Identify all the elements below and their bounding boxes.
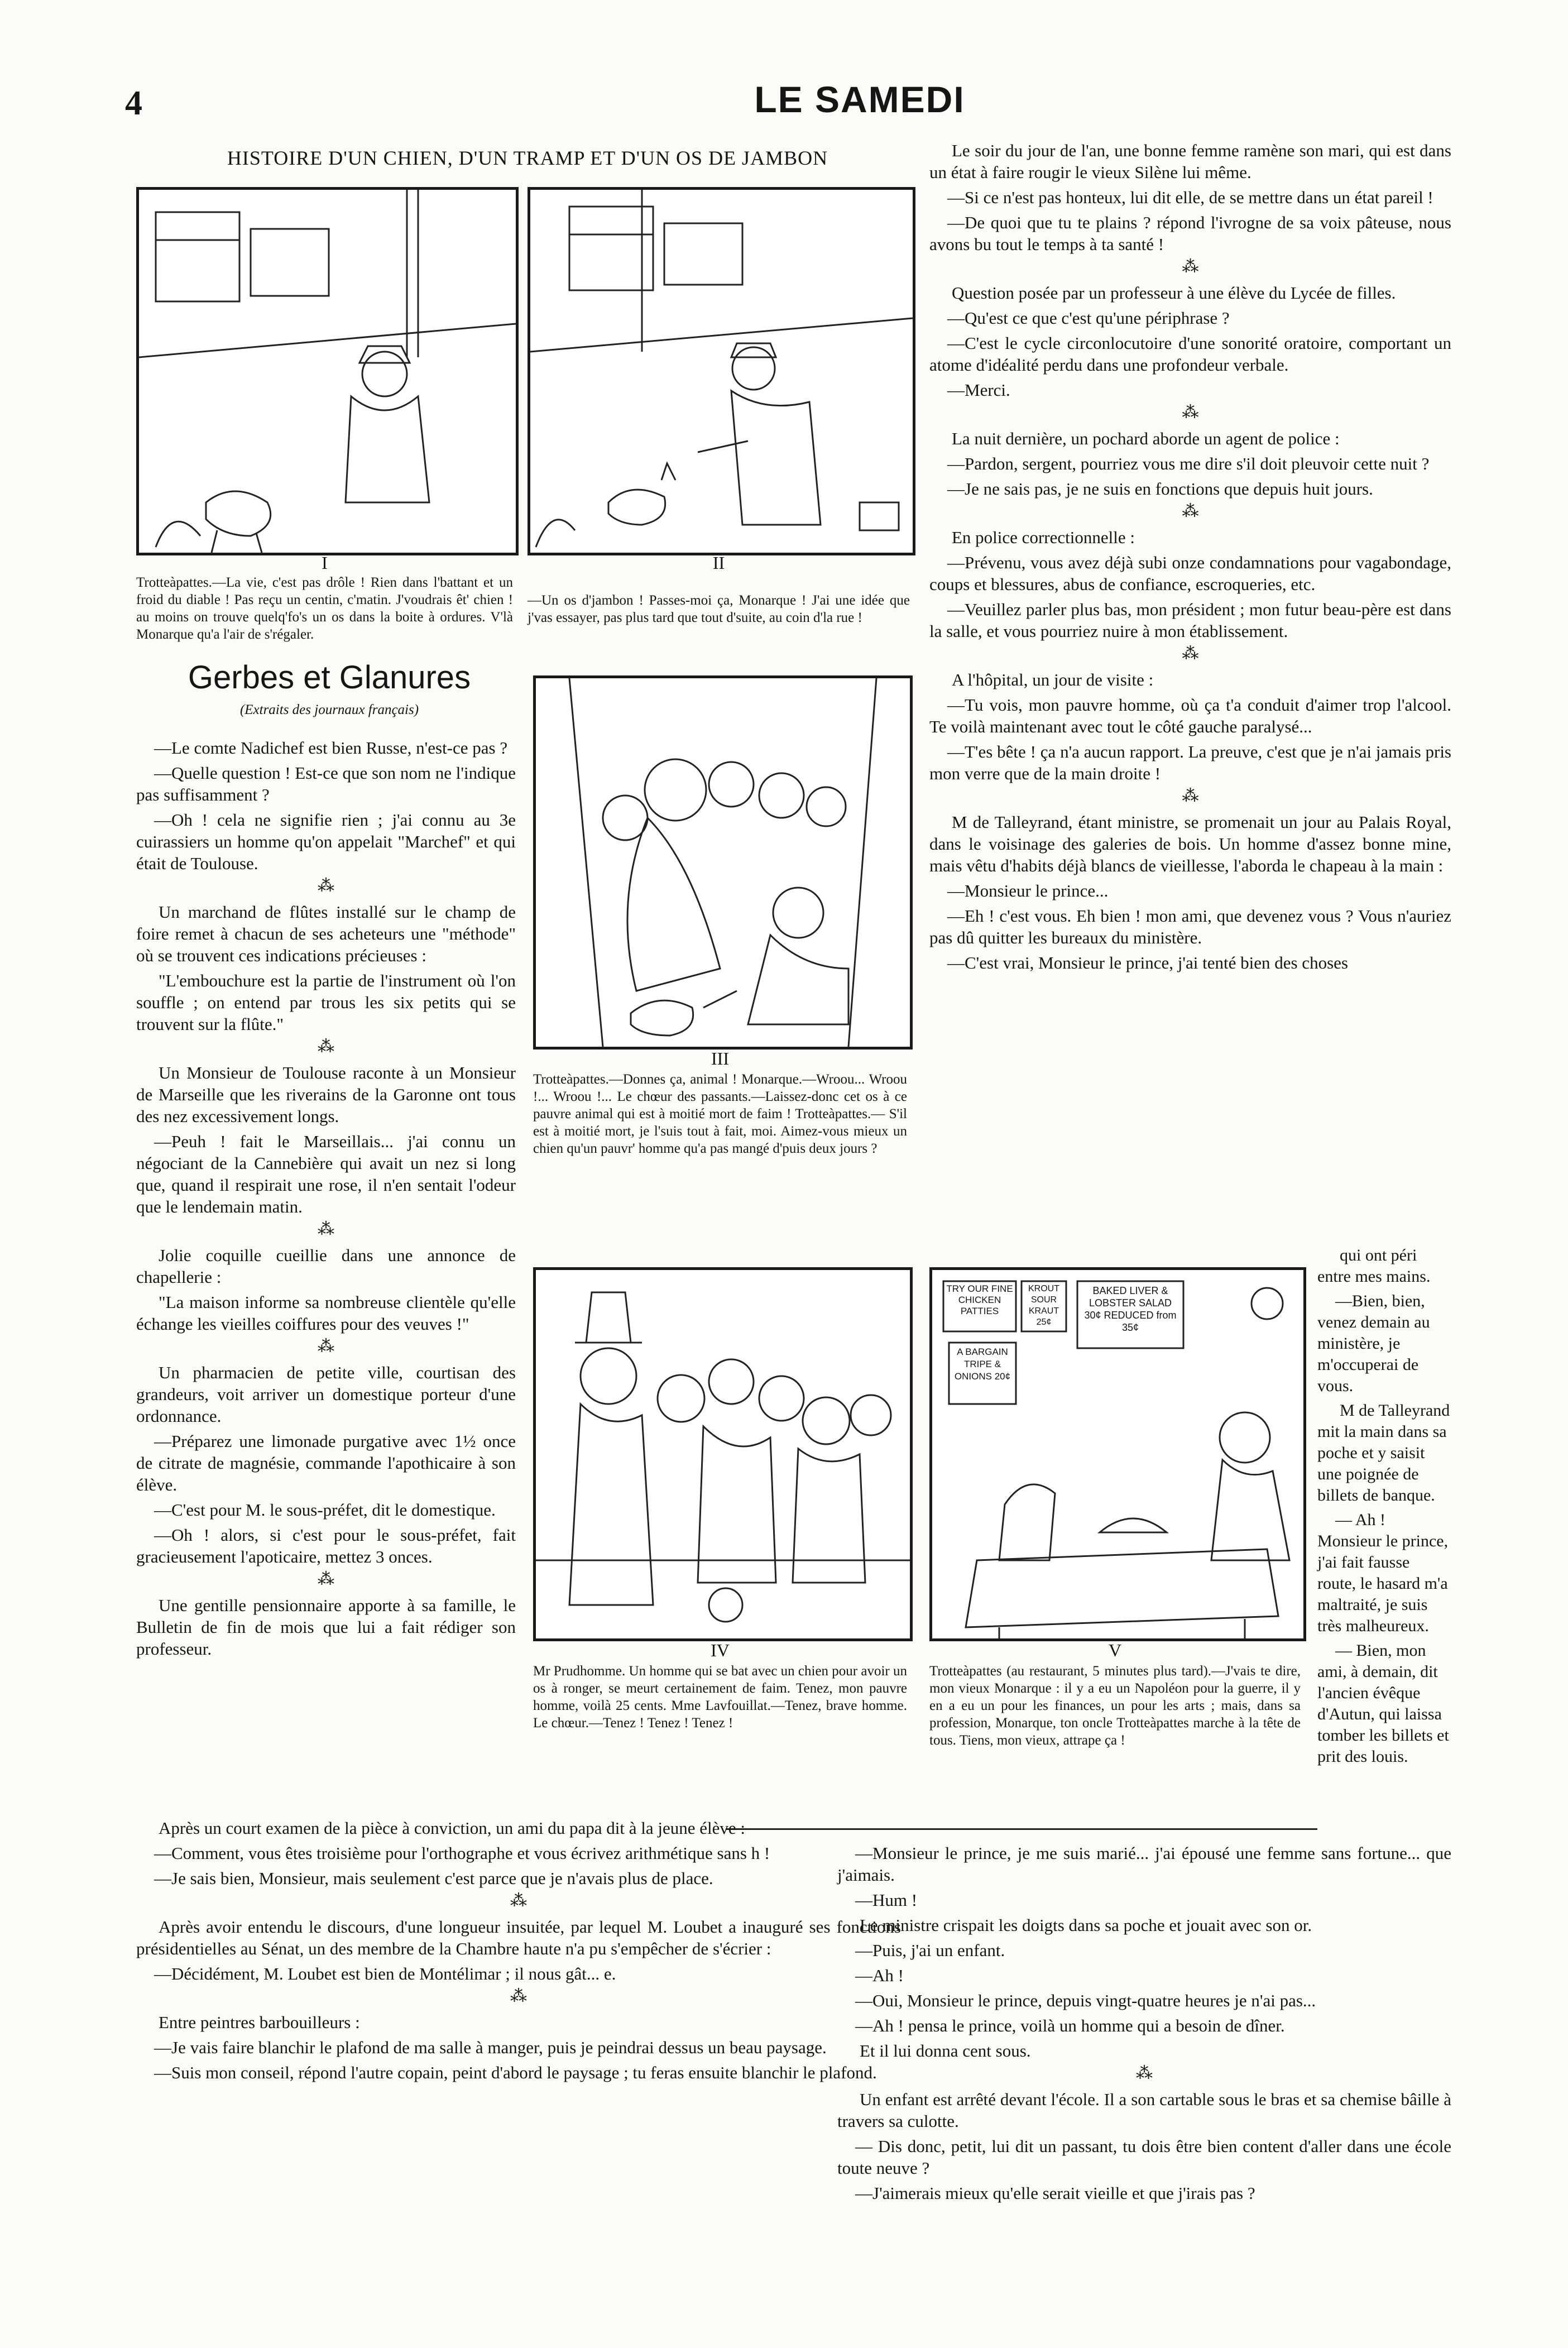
paragraph: — Bien, mon ami, à demain, dit l'ancien évêque d'Autun, qui laissa tomber les billets et prit des louis.: [1317, 1641, 1449, 1766]
paragraph: Question posée par un professeur à une élève du Lycée de filles.: [952, 283, 1396, 303]
paragraph: —Hum !: [855, 1890, 918, 1910]
paragraph: —Comment, vous êtes troisième pour l'orthographe et vous écrivez arithmétique sans h !: [154, 1843, 770, 1863]
paragraph: —Oui, Monsieur le prince, depuis vingt-quatre heures je n'ai pas...: [855, 1991, 1316, 2010]
paragraph: A l'hôpital, un jour de visite :: [952, 670, 1154, 689]
paragraph: M de Talleyrand mit la main dans sa poche et y saisit une poignée de billets de banque.: [1317, 1401, 1450, 1504]
section-separator: ⁂: [1182, 403, 1199, 421]
paragraph: —C'est vrai, Monsieur le prince, j'ai tenté bien des choses: [947, 953, 1348, 972]
paragraph: —Oh ! cela ne signifie rien ; j'ai connu au 3e cuirassiers un homme qu'on appelait "Marchef" et qui était de Toulouse.: [136, 810, 516, 873]
paragraph: —Je ne sais pas, je ne suis en fonctions que depuis huit jours.: [947, 479, 1373, 499]
paragraph: Après un court examen de la pièce à conviction, un ami du papa dit à la jeune élève :: [159, 1818, 746, 1838]
section-separator: ⁂: [1182, 502, 1199, 520]
paragraph: —Pardon, sergent, pourriez vous me dire s'il doit pleuvoir cette nuit ?: [947, 454, 1430, 473]
paragraph: —Oh ! alors, si c'est pour le sous-préfet, fait gracieusement l'apoticaire, mettez 3 onces.: [136, 1525, 516, 1566]
panel-1-illustration: [139, 190, 516, 553]
comic-panel-3: [533, 675, 913, 1050]
paragraph: —Je sais bien, Monsieur, mais seulement c'est parce que je n'avais plus de place.: [154, 1868, 713, 1888]
section-separator: ⁂: [318, 1220, 334, 1238]
strip-title: HISTOIRE D'UN CHIEN, D'UN TRAMP ET D'UN OS DE JAMBON: [227, 147, 828, 169]
paragraph: — Dis donc, petit, lui dit un passant, tu dois être bien content d'aller dans une école toute neuve ?: [837, 2136, 1451, 2178]
paragraph: Après avoir entendu le discours, d'une longueur insuitée, par lequel M. Loubet a inauguré ses fonctions présidentielles au Sénat, un des membre de la Chambre haute n'a pu s'empêcher de s'écrier :: [136, 1917, 901, 1958]
paragraph: —Monsieur le prince, je me suis marié... j'ai épousé une femme sans fortune... que j'aimais.: [837, 1843, 1451, 1885]
masthead-title: LE SAMEDI: [754, 79, 965, 120]
paragraph: En police correctionnelle :: [952, 528, 1135, 547]
sign-chicken-patties: TRY OUR FINE CHICKEN PATTIES: [946, 1283, 1013, 1316]
page-number: 4: [125, 84, 142, 122]
paragraph: —Tu vois, mon pauvre homme, où ça t'a conduit d'aimer trop l'alcool. Te voilà maintenant avec tout le côté gauche paralysé...: [929, 695, 1451, 736]
section-separator: ⁂: [318, 1570, 334, 1588]
panel-2-caption: —Un os d'jambon ! Passes-moi ça, Monarque ! J'ai une idée que j'vas essayer, pas plus tard que tout d'suite, au coin d'la rue !: [528, 593, 910, 625]
section-separator: ⁂: [510, 1891, 527, 1910]
paragraph: —Ah ! pensa le prince, voilà un homme qui a besoin de dîner.: [855, 2016, 1285, 2035]
paragraph: — Ah ! Monsieur le prince, j'ai fait fausse route, le hasard m'a maltraité, je suis très malheureux.: [1317, 1511, 1449, 1635]
section-subtitle: (Extraits des journaux français): [239, 702, 419, 717]
section-separator: ⁂: [1182, 644, 1199, 663]
left-column: [136, 737, 516, 1663]
paragraph: —Je vais faire blanchir le plafond de ma salle à manger, puis je peindrai dessus un beau paysage.: [154, 2038, 827, 2057]
paragraph: qui ont péri entre mes mains.: [1317, 1246, 1431, 1286]
section-separator: ⁂: [510, 1987, 527, 2005]
section-separator: ⁂: [318, 876, 334, 895]
paragraph: —C'est pour M. le sous-préfet, dit le domestique.: [154, 1500, 496, 1520]
comic-panel-4: [533, 1267, 913, 1641]
panel-4-number: IV: [711, 1640, 730, 1660]
panel-1-caption: Trotteàpattes.—La vie, c'est pas drôle ! Rien dans l'battant et un froid du diable ! Pas reçu un centin, c'matin. J'voudrais êt' chien ! au moins on trouve quelq'fo's un os dans la boite à ordures. V'là Monarque qu'a l'air de s'régaler.: [136, 575, 513, 642]
panel-3-number: III: [711, 1048, 729, 1068]
paragraph: Entre peintres barbouilleurs :: [159, 2012, 360, 2032]
panel-2-number: II: [712, 553, 725, 573]
panel-5-caption: Trotteàpattes (au restaurant, 5 minutes plus tard).—J'vais te dire, mon vieux Monarque : il y a eu un Napoléon pour la guerre, il y en a eu un pour les finances, un pour les arts ; mais, dans sa profession, Monarque, ton oncle Trotteàpattes marche à la tête de tous. Tiens, mon vieux, attrape ça !: [929, 1664, 1301, 1748]
panel-4-illustration: [536, 1270, 910, 1638]
paragraph: —Monsieur le prince...: [947, 881, 1109, 900]
sign-tripe-onions: A BARGAIN TRIPE & ONIONS 20¢: [954, 1346, 1011, 1382]
paragraph: "La maison informe sa nombreuse clientèle qu'elle échange les vieilles coiffures pour des veuves !": [136, 1292, 516, 1334]
section-separator: ⁂: [318, 1037, 334, 1056]
paragraph: —Décidément, M. Loubet est bien de Montélimar ; il nous gât... e.: [154, 1964, 616, 1983]
section-separator: ⁂: [1136, 2064, 1153, 2082]
paragraph: —Veuillez parler plus bas, mon président ; mon futur beau-père est dans la salle, et vous pourriez nuire à mon établissement.: [929, 600, 1451, 641]
narrow-column: [1317, 1245, 1451, 1771]
paragraph: —Si ce n'est pas honteux, lui dit elle, de se mettre dans un état pareil !: [947, 188, 1433, 207]
paragraph: Jolie coquille cueillie dans une annonce de chapellerie :: [136, 1245, 516, 1287]
paragraph: Une gentille pensionnaire apporte à sa famille, le Bulletin de fin de mois que lui a fait rédiger son professeur.: [136, 1595, 516, 1659]
paragraph: —Bien, bien, venez demain au ministère, je m'occuperai de vous.: [1317, 1292, 1430, 1395]
paragraph: Le soir du jour de l'an, une bonne femme ramène son mari, qui est dans un état à faire rougir le vieux Silène lui même.: [929, 141, 1451, 182]
paragraph: —Le comte Nadichef est bien Russe, n'est-ce pas ?: [154, 738, 508, 758]
paragraph: —T'es bête ! ça n'a aucun rapport. La preuve, c'est que je n'ai jamais pris mon verre que de la main droite !: [929, 742, 1451, 783]
comic-panel-1: [136, 187, 519, 555]
paragraph: —Qu'est ce que c'est qu'une périphrase ?: [947, 308, 1230, 328]
paragraph: —Eh ! c'est vous. Eh bien ! mon ami, que devenez vous ? Vous n'auriez pas dû quitter les bureaux du ministère.: [929, 906, 1451, 947]
paragraph: Un enfant est arrêté devant l'école. Il a son cartable sous le bras et sa chemise bâille à travers sa culotte.: [837, 2090, 1451, 2131]
comic-panel-5: [929, 1267, 1306, 1641]
paragraph: M de Talleyrand, étant ministre, se promenait un jour au Palais Royal, dans le voisinage des galeries de bois. Un homme d'assez bonne mine, mais vêtu d'habits déjà blancs de vieillesse, l'aborda le chapeau à la main :: [929, 812, 1451, 875]
panel-5-number: V: [1108, 1640, 1122, 1660]
panel-2-illustration: [530, 190, 913, 553]
panel-3-illustration: [536, 678, 910, 1047]
section-title: Gerbes et Glanures: [188, 659, 471, 696]
paragraph: —Prévenu, vous avez déjà subi onze condamnations pour vagabondage, coups et blessures, abus de confiance, escroqueries, etc.: [929, 553, 1451, 594]
right-column: [929, 140, 1451, 977]
paragraph: —Suis mon conseil, répond l'autre copain, peint d'abord le paysage ; tu feras ensuite blanchir le plafond.: [154, 2063, 877, 2082]
paragraph: —Quelle question ! Est-ce que son nom ne l'indique pas suffisamment ?: [136, 763, 516, 804]
panel-1-number: I: [322, 553, 328, 573]
paragraph: —C'est le cycle circonlocutoire d'une sonorité oratoire, comportant un atome d'idéalité perdu dans une profondeur verbale.: [929, 333, 1451, 375]
paragraph: Un pharmacien de petite ville, courtisan des grandeurs, voit arriver un domestique porteur d'une ordonnance.: [136, 1363, 516, 1426]
sign-baked-liver: BAKED LIVER & LOBSTER SALAD 30¢ REDUCED from 35¢: [1084, 1285, 1177, 1333]
paragraph: Un Monsieur de Toulouse raconte à un Monsieur de Marseille que les riverains de la Garonne ont tous des nez excessivement longs.: [136, 1063, 516, 1126]
section-separator: ⁂: [1182, 257, 1199, 276]
paragraph: La nuit dernière, un pochard aborde un agent de police :: [952, 429, 1340, 448]
bottom-right-text: [837, 1842, 1451, 2207]
paragraph: —Peuh ! fait le Marseillais... j'ai connu un négociant de la Cannebière qui avait un nez si long que, quand il respirait une rose, il n'en sentait l'odeur que le lendemain matin.: [136, 1132, 516, 1216]
paragraph: "L'embouchure est la partie de l'instrument où l'on souffle ; on entend par trous les six petits qui se trouvent sur la flûte.": [136, 971, 516, 1034]
paragraph: Un marchand de flûtes installé sur le champ de foire remet à chacun de ses acheteurs une "méthode" où se trouvent ces indications précieuses :: [136, 902, 516, 965]
panel-3-caption: Trotteàpattes.—Donnes ça, animal ! Monarque.—Wroou... Wroou !... Wroou !... Le chœur des passants.—Laissez-donc cet os à ce pauvre animal qui est à moitié mort de faim ! Trotteàpattes.— S'il est à moitié mort, je l'suis tout à fait, moi. Aimez-vous mieux un chien qu'un pauvr' homme qu'a pas mangé d'puis deux jours ?: [533, 1072, 907, 1156]
paragraph: —Merci.: [947, 380, 1010, 400]
comic-panel-2: [528, 187, 915, 555]
sign-sour-kraut: KROUT SOUR KRAUT 25¢: [1028, 1284, 1059, 1327]
paragraph: Et il lui donna cent sous.: [860, 2041, 1031, 2061]
paragraph: —Puis, j'ai un enfant.: [855, 1940, 1005, 1960]
paragraph: —De quoi que tu te plains ? répond l'ivrogne de sa voix pâteuse, nous avons bu tout le temps à ta santé !: [929, 213, 1451, 254]
panel-4-caption: Mr Prudhomme. Un homme qui se bat avec un chien pour avoir un os à ronger, se meurt certainement de faim. Tenez, mon pauvre homme, voilà 25 cents. Mme Lavfouillat.—Tenez, brave homme. Le chœur.—Tenez ! Tenez ! Tenez !: [533, 1664, 907, 1731]
paragraph: Le ministre crispait les doigts dans sa poche et jouait avec son or.: [860, 1915, 1312, 1935]
bottom-left-text: [136, 1817, 901, 2087]
section-separator: ⁂: [318, 1337, 334, 1355]
paragraph: —Ah !: [855, 1966, 904, 1985]
paragraph: —J'aimerais mieux qu'elle serait vieille et que j'irais pas ?: [855, 2183, 1255, 2203]
section-separator: ⁂: [1182, 787, 1199, 805]
paragraph: —Préparez une limonade purgative avec 1½ once de citrate de magnésie, commande l'apothicaire à son élève.: [136, 1431, 516, 1494]
